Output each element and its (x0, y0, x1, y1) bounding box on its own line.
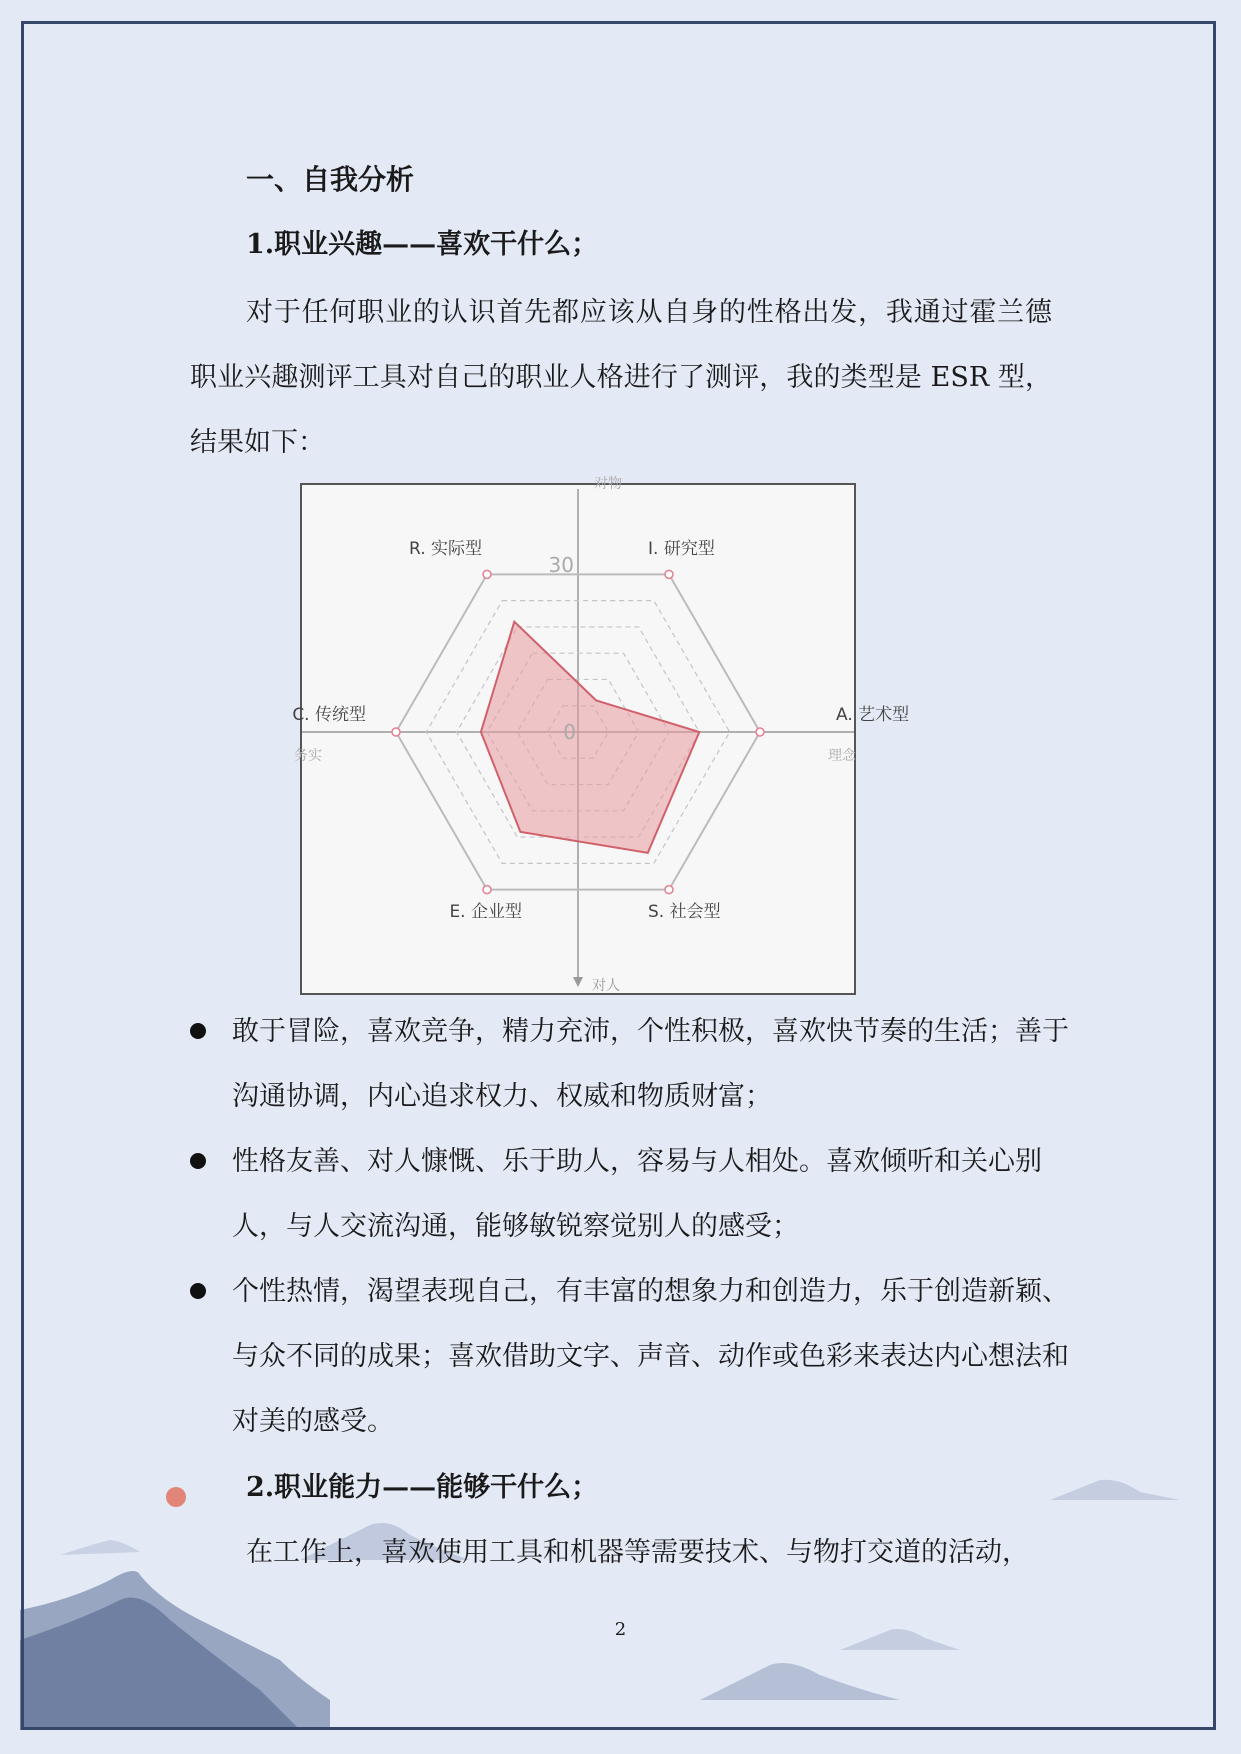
bullet-item (190, 999, 1070, 1129)
vertex-dot (483, 570, 491, 578)
tick-label: 30 (548, 553, 574, 577)
vertex-dot (392, 728, 400, 736)
bullet-text: 个性热情，渴望表现自己，有丰富的想象力和创造力，乐于创造新颖、与众不同的成果；喜欢借助文字、声音、动作或色彩来表达内心想法和对美的感受。 (232, 1276, 1069, 1437)
bullet-text: 性格友善、对人慷慨、乐于助人，容易与人相处。喜欢倾听和关心别人，与人交流沟通，能够敏锐察觉别人的感受； (232, 1146, 1042, 1242)
bullet-dot-icon (190, 1283, 206, 1299)
axis-category-label: I. 研究型 (648, 539, 715, 559)
vertex-dot (483, 886, 491, 894)
closing-paragraph: 在工作上，喜欢使用工具和机器等需要技术、与物打交道的活动， (246, 1537, 1029, 1568)
axis-category-label: R. 实际型 (408, 539, 482, 559)
axis-category-label: A. 艺术型 (836, 705, 910, 725)
arrow-down-icon (573, 977, 583, 987)
bullet-dot-icon (190, 1153, 206, 1169)
axis-category-label: C. 传统型 (292, 705, 366, 725)
subsection-heading-ability: 2.职业能力——能够干什么； (246, 1472, 599, 1503)
axis-category-label: S. 社会型 (648, 902, 721, 922)
bullet-item (190, 1129, 1070, 1259)
subsection-heading-interest: 1.职业兴趣——喜欢干什么； (246, 229, 599, 260)
vertex-dot (756, 728, 764, 736)
tick-label: 0 (563, 720, 576, 744)
bullet-text: 敢于冒险，喜欢竞争，精力充沛，个性积极，喜欢快节奏的生活；善于沟通协调，内心追求权力、权威和物质财富； (232, 1016, 1069, 1112)
bullet-dot-icon (190, 1023, 206, 1039)
direction-label: 对物 (594, 476, 622, 492)
holland-radar-chart (292, 476, 910, 995)
axis-category-label: E. 企业型 (449, 902, 522, 922)
trait-bullet-list (190, 999, 1070, 1454)
section-heading: 一、自我分析 (246, 163, 415, 196)
direction-label: 对人 (592, 978, 620, 994)
data-area (481, 622, 699, 853)
vertex-dot (665, 886, 673, 894)
direction-label: 理念 (828, 748, 856, 764)
page-number: 2 (614, 1619, 627, 1640)
vertex-dot (665, 570, 673, 578)
bullet-item (190, 1259, 1070, 1454)
radar-svg (292, 476, 910, 994)
direction-label: 务实 (294, 748, 322, 764)
intro-paragraph: 对于任何职业的认识首先都应该从自身的性格出发，我通过霍兰德职业兴趣测评工具对自己的职业人格进行了测评，我的类型是 ESR 型，结果如下： (190, 297, 1052, 458)
